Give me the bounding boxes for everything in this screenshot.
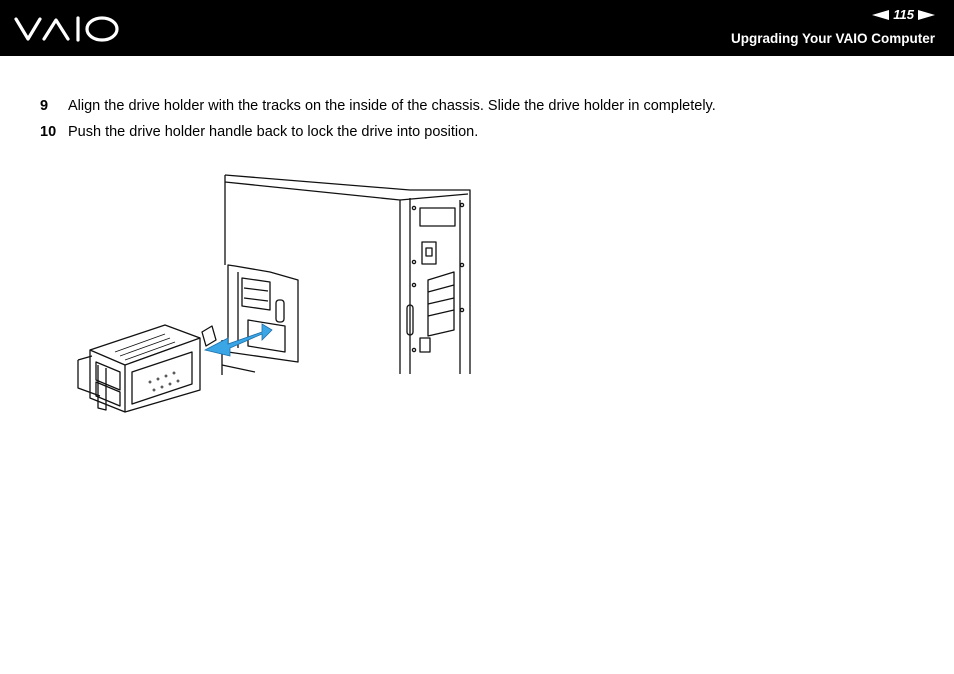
step-text: Push the drive holder handle back to lock the drive into position.: [68, 124, 479, 140]
page-header: [0, 0, 954, 56]
step-text: Align the drive holder with the tracks on the inside of the chassis. Slide the drive holder in completely.: [68, 98, 716, 114]
instruction-steps: [40, 97, 920, 149]
prev-page-arrow-icon[interactable]: [871, 9, 889, 21]
section-title: Upgrading Your VAIO Computer: [730, 31, 935, 46]
step-item: [40, 97, 920, 115]
drive-holder-insertion-illustration: [70, 160, 480, 415]
vaio-logo: [14, 14, 122, 44]
next-page-arrow-icon[interactable]: [918, 9, 936, 21]
step-item: [40, 123, 920, 141]
page-navigation: [871, 6, 936, 24]
step-number: 9: [40, 98, 49, 114]
step-number: 10: [40, 124, 57, 140]
page-number: 115: [893, 7, 914, 22]
